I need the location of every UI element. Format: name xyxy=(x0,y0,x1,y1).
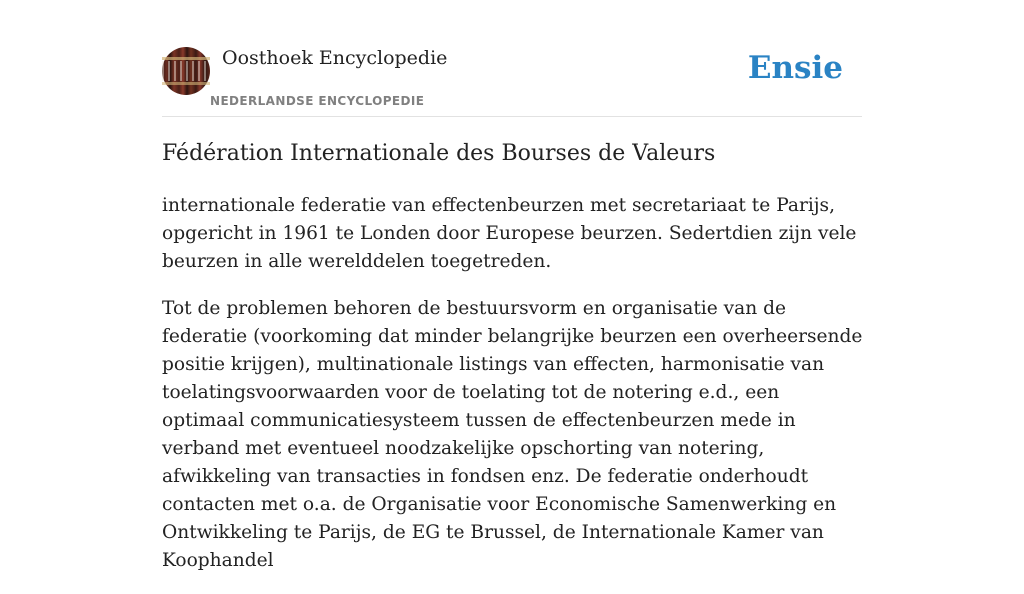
ensie-brand-logo[interactable]: Ensie xyxy=(747,50,843,86)
encyclopedia-books-logo[interactable] xyxy=(162,47,210,95)
site-header xyxy=(162,0,862,117)
site-tagline: NEDERLANDSE ENCYCLOPEDIE xyxy=(210,94,425,108)
article-paragraph-2: Tot de problemen behoren de bestuursvorm en organisatie van de federatie (voorkoming dat minder belangrijke beurzen een overheersende positie krijgen), multinationale listings van effecten, harmonisatie van toelatingsvoorwaarden voor de toelating tot de notering e.d., een optimaal communicatiesysteem tussen de effectenbeurzen mede in verband met eventueel noodzakelijke opschorting van notering, afwikkeling van transacties in fondsen enz. De federatie onderhoudt contacten met o.a. de Organisatie voor Economische Samenwerking en Ontwikkeling te Parijs, de EG te Brussel, de Internationale Kamer van Koophandel xyxy=(162,298,863,571)
logo-band-top xyxy=(162,57,210,60)
site-name-link[interactable]: Oosthoek Encyclopedie xyxy=(222,47,448,69)
article-title: Fédération Internationale des Bourses de Valeurs xyxy=(162,141,716,166)
article-paragraph-1: internationale federatie van effectenbeurzen met secretariaat te Parijs, opgericht in 1961 te Londen door Europese beurzen. Sedertdien zijn vele beurzen in alle werelddelen toegetreden. xyxy=(162,195,857,272)
logo-band-bottom xyxy=(162,82,210,85)
logo-spines xyxy=(162,61,210,81)
page xyxy=(162,0,863,571)
article-body xyxy=(162,192,864,594)
